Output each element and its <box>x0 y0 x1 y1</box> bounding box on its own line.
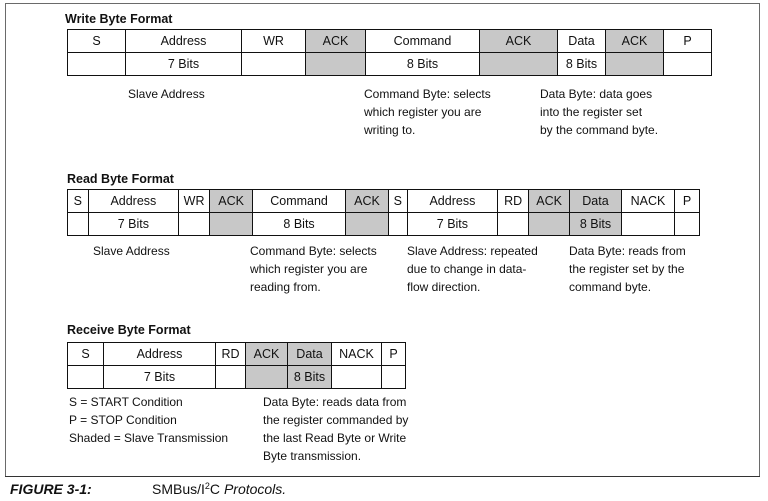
field-s: S <box>389 190 408 213</box>
field-ack: ACK <box>606 30 664 53</box>
read-byte-table <box>67 189 700 236</box>
bits-nack <box>332 366 382 389</box>
bits-s <box>68 213 89 236</box>
field-p: P <box>664 30 712 53</box>
legend-stop: P = STOP Condition <box>69 413 177 427</box>
read-note-slave-address: Slave Address <box>93 244 170 258</box>
bits-ack <box>306 53 366 76</box>
field-p: P <box>382 343 406 366</box>
bits-data: 8 Bits <box>558 53 606 76</box>
field-address: Address <box>407 190 498 213</box>
write-note-slave-address: Slave Address <box>128 87 205 101</box>
read-note-data-byte: Data Byte: reads from the register set by the command byte. <box>569 244 686 294</box>
bits-s <box>68 366 104 389</box>
bits-command: 8 Bits <box>253 213 346 236</box>
field-p: P <box>675 190 700 213</box>
field-nack: NACK <box>332 343 382 366</box>
write-note-data-byte: Data Byte: data goes into the register set by the command byte. <box>540 87 659 137</box>
bits-p <box>675 213 700 236</box>
field-s: S <box>68 30 126 53</box>
bits-s <box>68 53 126 76</box>
field-data: Data <box>288 343 332 366</box>
bits-s <box>389 213 408 236</box>
bits-p <box>664 53 712 76</box>
bits-rd <box>498 213 529 236</box>
read-note-command-byte: Command Byte: selects which register you are reading from. <box>250 244 377 294</box>
caption-italic: Protocols. <box>223 481 287 497</box>
bits-wr <box>242 53 306 76</box>
field-s: S <box>68 190 89 213</box>
read-note-repeated-address: Slave Address: repeated due to change in data- flow direction. <box>407 244 538 294</box>
bits-rd <box>216 366 246 389</box>
field-ack: ACK <box>210 190 253 213</box>
caption-suffix: C <box>209 481 221 497</box>
write-byte-title: Write Byte Format <box>65 12 173 26</box>
field-rd: RD <box>498 190 529 213</box>
field-nack: NACK <box>621 190 675 213</box>
field-rd: RD <box>216 343 246 366</box>
read-byte-row-1 <box>68 190 700 213</box>
write-note-command-byte: Command Byte: selects which register you are writing to. <box>364 87 491 137</box>
read-byte-row-2 <box>68 213 700 236</box>
bits-data: 8 Bits <box>570 213 621 236</box>
figure-label: FIGURE 3-1: <box>10 481 92 497</box>
bits-command: 8 Bits <box>366 53 480 76</box>
receive-note-data-byte: Data Byte: reads data from the register commanded by the last Read Byte or Write Byte transmission. <box>263 395 409 463</box>
field-ack: ACK <box>480 30 558 53</box>
bits-ack <box>480 53 558 76</box>
field-s: S <box>68 343 104 366</box>
bits-wr <box>179 213 210 236</box>
field-data: Data <box>558 30 606 53</box>
field-ack: ACK <box>306 30 366 53</box>
write-byte-row-1 <box>68 30 712 53</box>
field-data: Data <box>570 190 621 213</box>
bits-p <box>382 366 406 389</box>
field-address: Address <box>104 343 216 366</box>
field-ack: ACK <box>246 343 288 366</box>
caption-superscript: 2 <box>204 481 210 491</box>
bits-ack <box>345 213 388 236</box>
field-wr: WR <box>242 30 306 53</box>
receive-byte-row-1 <box>68 343 406 366</box>
field-address: Address <box>126 30 242 53</box>
caption-prefix: SMBus/I <box>152 481 205 497</box>
bits-ack <box>529 213 570 236</box>
field-address: Address <box>88 190 179 213</box>
field-ack: ACK <box>345 190 388 213</box>
legend-shaded: Shaded = Slave Transmission <box>69 431 229 445</box>
read-byte-title: Read Byte Format <box>67 172 174 186</box>
bits-nack <box>621 213 675 236</box>
receive-byte-title: Receive Byte Format <box>67 323 191 337</box>
bits-address: 7 Bits <box>126 53 242 76</box>
bits-data: 8 Bits <box>288 366 332 389</box>
bits-address: 7 Bits <box>407 213 498 236</box>
field-wr: WR <box>179 190 210 213</box>
bits-ack <box>606 53 664 76</box>
legend <box>69 393 228 447</box>
bits-ack <box>246 366 288 389</box>
caption-separator <box>5 476 760 477</box>
bits-address: 7 Bits <box>104 366 216 389</box>
write-byte-table <box>67 29 712 76</box>
receive-byte-row-2 <box>68 366 406 389</box>
figure-caption <box>152 481 286 497</box>
write-byte-row-2 <box>68 53 712 76</box>
field-command: Command <box>253 190 346 213</box>
legend-start: S = START Condition <box>69 395 183 409</box>
field-command: Command <box>366 30 480 53</box>
receive-byte-table <box>67 342 406 389</box>
field-ack: ACK <box>529 190 570 213</box>
bits-address: 7 Bits <box>88 213 179 236</box>
bits-ack <box>210 213 253 236</box>
